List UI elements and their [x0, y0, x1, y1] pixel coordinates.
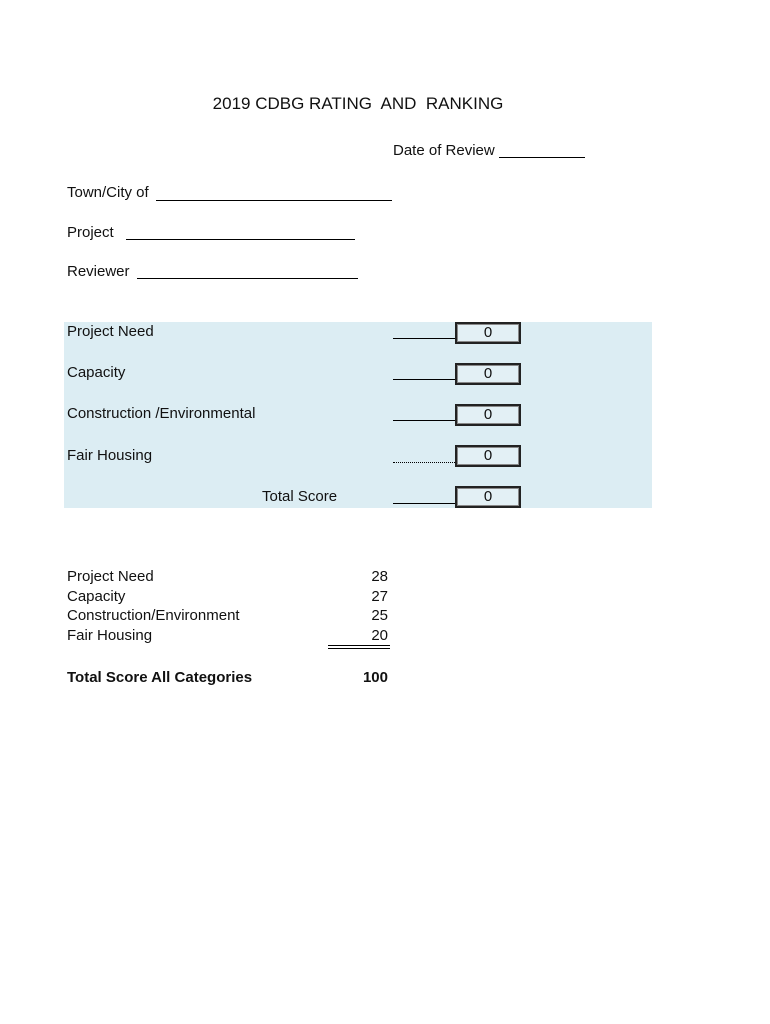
score-capacity-line	[393, 379, 455, 380]
score-fair-housing-box[interactable]: 0	[455, 445, 521, 467]
score-project-need-label: Project Need	[67, 323, 154, 340]
max-project-need-value: 28	[371, 568, 388, 585]
total-double-underline	[328, 645, 390, 649]
max-construction-value: 25	[371, 607, 388, 624]
score-fair-housing-line	[393, 462, 455, 463]
max-fair-housing-value: 20	[371, 627, 388, 644]
score-project-need-line	[393, 338, 455, 339]
town-city-label: Town/City of	[67, 184, 149, 201]
max-construction-label: Construction/Environment	[67, 607, 240, 624]
score-capacity-label: Capacity	[67, 364, 126, 381]
reviewer-field[interactable]	[137, 278, 358, 279]
town-city-field[interactable]	[156, 200, 392, 201]
score-construction-box[interactable]: 0	[455, 404, 521, 426]
total-score-line	[393, 503, 455, 504]
max-capacity-value: 27	[371, 588, 388, 605]
reviewer-label: Reviewer	[67, 263, 130, 280]
date-of-review-field[interactable]	[499, 157, 585, 158]
score-capacity-box[interactable]: 0	[455, 363, 521, 385]
score-fair-housing-label: Fair Housing	[67, 447, 153, 464]
project-label: Project	[67, 224, 114, 241]
page-title: 2019 CDBG RATING AND RANKING	[212, 94, 504, 113]
score-construction-line	[393, 420, 455, 421]
max-capacity-label: Capacity	[67, 588, 126, 605]
score-construction-label: Construction /Environmental	[67, 405, 256, 422]
max-total-label: Total Score All Categories	[67, 669, 253, 686]
total-score-box[interactable]: 0	[455, 486, 521, 508]
date-of-review-label: Date of Review	[393, 142, 495, 159]
max-project-need-label: Project Need	[67, 568, 154, 585]
max-total-value: 100	[362, 669, 388, 686]
project-field[interactable]	[126, 239, 355, 240]
score-project-need-box[interactable]: 0	[455, 322, 521, 344]
total-score-label: Total Score	[262, 488, 338, 505]
max-fair-housing-label: Fair Housing	[67, 627, 153, 644]
